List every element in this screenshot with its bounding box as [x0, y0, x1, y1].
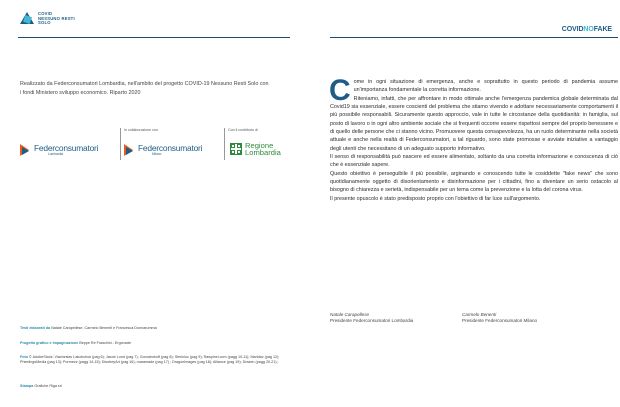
federconsumatori-milano-sub: Milano	[152, 152, 162, 156]
signature-1-name: Natale Carapellese	[330, 312, 370, 317]
credits-texts-value: Natale Carapellese, Carmelo Benenti e Francesca Donnarumma	[51, 326, 157, 330]
federconsumatori-lombardia-name: Federconsumatori	[34, 143, 99, 153]
credits-photo-value: © AdobeStock: Viacheslav Lakobchuk (pag 6); Jacob Lund (pag 7); Gorodenkoff (pag 8); Strelciuc (pag 9); Rawpixel.com (pagg 10-11); Maridav (pag 12); PheelingsMedia (pag 13); Pormezz (pagg 14-15); DisobeyArt (pag 16); maramade (pag 17) ; DragonImages (pag 18); Alliance (pag 19); Drazen (pagg 20-21);	[20, 355, 280, 365]
logo-mark-icon	[20, 12, 34, 26]
credits-photo-label: Foto	[20, 355, 28, 359]
lombardia-label: Lombardia	[245, 148, 281, 158]
regione-lombardia-cross-icon	[230, 143, 242, 155]
federconsumatori-icon	[124, 144, 135, 156]
logo-line-2: NESSUNO RESTI	[38, 15, 75, 21]
drop-cap: C	[329, 74, 351, 107]
credits-design-value: Beppe Re Fraschini - Ergonarte	[79, 341, 132, 345]
header-rule	[330, 37, 618, 38]
federconsumatori-milano-name: Federconsumatori	[138, 143, 203, 153]
divider-2	[224, 128, 225, 160]
credits-design-label: Progetto grafico e impaginazione	[20, 341, 79, 345]
signature-2	[462, 312, 537, 325]
federconsumatori-lombardia-sub: Lombardia	[48, 152, 64, 156]
brand-fake: FAKE	[593, 26, 612, 33]
credits-print-value: Grafiche Riga srl	[34, 384, 62, 388]
credits-photo	[20, 355, 300, 365]
divider-1	[120, 128, 121, 160]
signature-2-name: Carmelo Benenti	[462, 312, 497, 317]
federconsumatori-milano-logo	[124, 144, 202, 156]
logo-line-3: SOLO	[38, 20, 51, 26]
regione-lombardia-logo	[230, 142, 281, 157]
covid-no-fake-brand	[562, 26, 612, 33]
body-text	[329, 74, 618, 203]
credits-print	[20, 384, 300, 389]
collab-label: In collaborazione con	[124, 128, 158, 132]
signature-1	[330, 312, 413, 325]
regione-label: Regione	[245, 141, 274, 150]
covid-nessuno-resti-solo-logo	[20, 12, 75, 26]
credits-texts-label: Testi elaborati da	[20, 326, 51, 330]
logo-line-1: COVID	[38, 11, 53, 16]
brand-covid: COVID	[561, 26, 584, 33]
federconsumatori-lombardia-logo	[20, 144, 98, 156]
federconsumatori-icon	[20, 144, 31, 156]
header-rule	[18, 37, 290, 38]
signature-1-role: Presidente Federconsumatori Lombardia	[330, 318, 414, 324]
brand-no: NO	[583, 26, 594, 33]
paragraph-3: Il senso di responsabilità può nascere ed essere alimentato, soltanto da una corretta informazione e conoscenza di ciò che è essenziale sapere.	[330, 154, 618, 169]
signature-2-role: Presidente Federconsumatori Milano	[462, 318, 538, 324]
credits-design	[20, 341, 300, 346]
contrib-label: Con il contributo di	[228, 128, 258, 132]
paragraph-1: Come in ogni situazione di emergenza, anche e soprattutto in questo periodo di pandemia assume un'importanza fondamentale la corretta informazione.	[329, 74, 618, 107]
paragraph-5: Il presente opuscolo è stato predisposto proprio con l'obiettivo di far luce sull'argomento.	[330, 195, 541, 202]
paragraph-2: Riteniamo, infatti, che per affrontare in modo ottimale anche l'emergenza pandemica globale determinata dal Covid19 sia essenziale, essere coscienti del problema che stiamo vivendo e adottare necessariamente comportamenti il più possibile responsabili. Sicuramente questo approccio, vale in tutte le circostanze della quotidianità: in famiglia, sul posto di lavoro o in ogni altro ambiente sociale che si frequenti occorre essere rispettosi sempre del proprio benessere e di quello delle persone che ci stanno vicino. Promuovere questa consapevolezza, ha un ruolo determinante nella società attuale e anche nella realtà di Federconsumatori, a tal riguardo, sono state promosse e avviate iniziative a vantaggio degli utenti che necessitano di un adeguato supporto informativo.	[330, 95, 618, 152]
credits-print-label: Stampa	[20, 384, 34, 388]
right-page	[310, 0, 620, 407]
intro-text: Realizzato da Federconsumatori Lombardia, nell'ambito del progetto COVID-19 Nessuno Resti Solo con i fondi Ministero sviluppo economico. Riparto 2020	[20, 81, 269, 96]
credits-texts	[20, 326, 300, 331]
paragraph-4: Questo obiettivo è perseguibile il più possibile, arginando e conoscendo tutte le cosiddette "fake news" che sono quotidianamente oggetto di disorientamento e disinformazione per i cittadini, fino a diventare un serio ostacolo al bisogno di chiarezza e serietà, indispensabile per un tema come la prevenzione e la lotta del corona virus.	[330, 170, 618, 194]
